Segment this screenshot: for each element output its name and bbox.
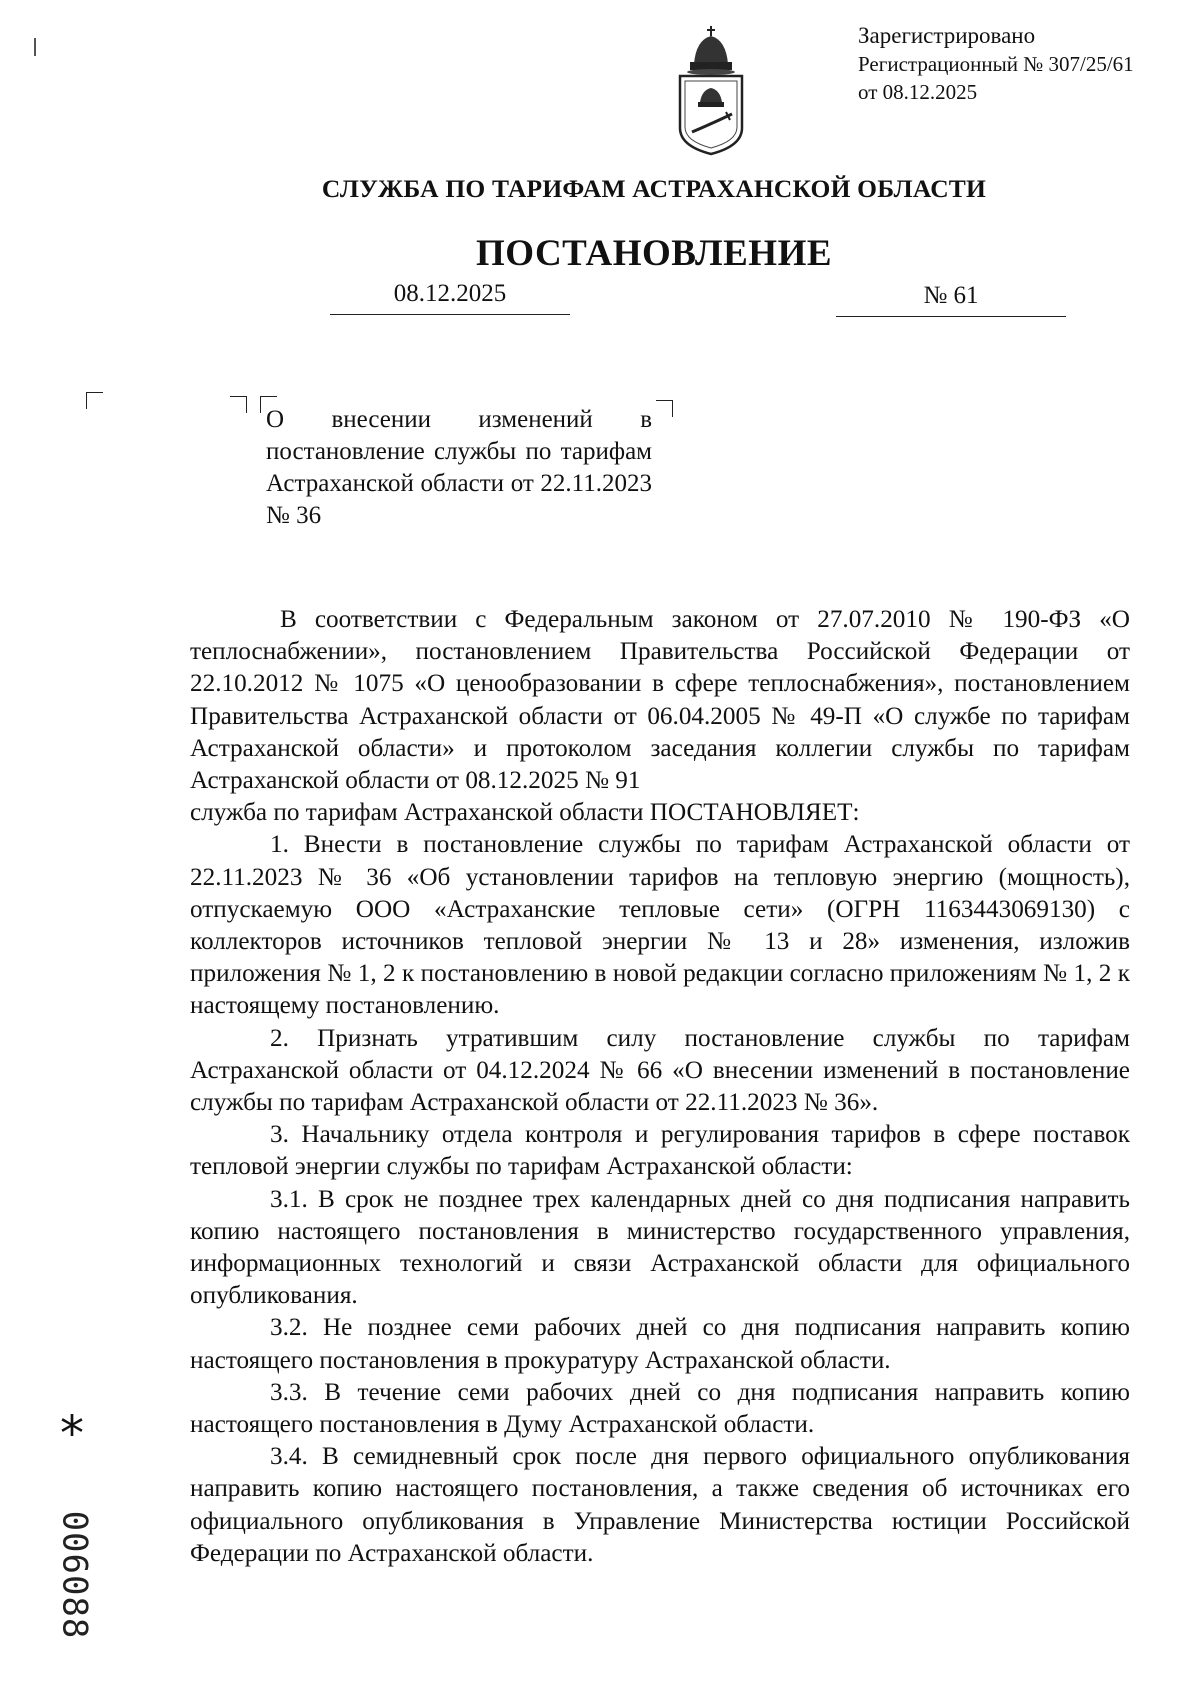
- corner-mark: [230, 396, 247, 413]
- scan-mark: [34, 38, 36, 56]
- document-date: 08.12.2025: [330, 276, 570, 315]
- clause-1: 1. Внести в постановление службы по тарифам Астраханской области от 22.11.2023 № 36 «Об установлении тарифов на тепловую энергию (мощность), отпускаемую ООО «Астраханские тепловые сети» (ОГРН 1163443069130) с коллекторов источников тепловой энергии № 13 и 28» изменения, изложив приложения № 1, 2 к постановлению в новой редакции согласно приложениям № 1, 2 к настоящему постановлению.: [190, 831, 1130, 1020]
- resolution-line: служба по тарифам Астраханской области ПОСТАНОВЛЯЕТ:: [190, 799, 860, 827]
- serial-text: 006088: [54, 1510, 95, 1640]
- document-number: № 61: [836, 278, 1066, 317]
- astrakhan-coat-of-arms-icon: [666, 24, 756, 156]
- document-type: ПОСТАНОВЛЕНИЕ: [475, 233, 833, 274]
- clause-2: 2. Признать утратившим силу постановление службы по тарифам Астраханской области от 04.12.2024 № 66 «О внесении изменений в постановление службы по тарифам Астраханской области от 22.11.2023 № 36».: [190, 1024, 1130, 1117]
- clause-3-4: 3.4. В семидневный срок после дня первого официального опубликования направить копию настоящего постановления, а также сведения об источниках его официального опубликования в Управление Министерства юстиции Российской Федерации по Астраханской области.: [190, 1443, 1130, 1567]
- clause-3: 3. Начальнику отдела контроля и регулирования тарифов в сфере поставок тепловой энергии службы по тарифам Астраханской области:: [190, 1121, 1130, 1181]
- registration-stamp: [858, 22, 1134, 106]
- subject-text: О внесении изменений в постановление службы по тарифам Астраханской области от 22.11.2023 № 36: [266, 406, 652, 529]
- preamble-paragraph: В соответствии с Федеральным законом от 27.07.2010 № 190-ФЗ «О теплоснабжении», постановлением Правительства Российской Федерации от 22.10.2012 № 1075 «О ценообразовании в сфере теплоснабжения», постановлением Правительства Астраханской области от 06.04.2005 № 49-П «О службе по тарифам Астраханской области» и протоколом заседания коллегии службы по тарифам Астраханской области от 08.12.2025 № 91: [190, 606, 1130, 795]
- margin-serial-number: [38, 1500, 110, 1650]
- corner-mark: [86, 392, 103, 409]
- margin-asterisk: *: [60, 1406, 84, 1462]
- clause-3-3: 3.3. В течение семи рабочих дней со дня подписания направить копию настоящего постановления в Думу Астраханской области.: [190, 1378, 1130, 1439]
- document-body: [190, 604, 1130, 1570]
- registration-number: Регистрационный № 307/25/61: [858, 52, 1134, 76]
- registration-date: от 08.12.2025: [858, 80, 978, 104]
- document-subject: [266, 404, 652, 532]
- registration-status: Зарегистрировано: [858, 23, 1036, 48]
- agency-name: СЛУЖБА ПО ТАРИФАМ АСТРАХАНСКОЙ ОБЛАСТИ: [321, 174, 987, 203]
- clause-3-1: 3.1. В срок не позднее трех календарных дней со дня подписания направить копию настоящего постановления в министерство государственного управления, информационных технологий и связи Астраханской области для официального опубликования.: [190, 1185, 1130, 1310]
- clause-3-2: 3.2. Не позднее семи рабочих дней со дня подписания направить копию настоящего постановления в прокуратуру Астраханской области.: [190, 1314, 1130, 1374]
- corner-mark: [656, 400, 673, 417]
